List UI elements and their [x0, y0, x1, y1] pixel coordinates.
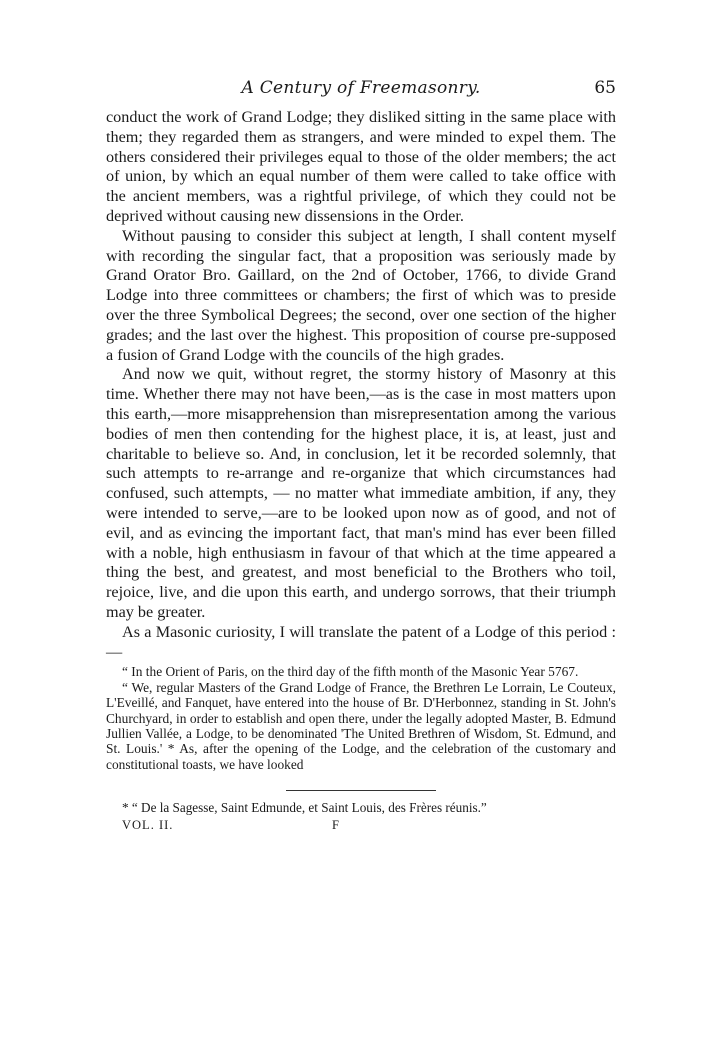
quote-paragraph: “ In the Orient of Paris, on the third day of the fifth month of the Masonic Year 5767. — [122, 664, 579, 680]
paragraph: Without pausing to consider this subject at length, I shall content myself with recording the singular fact, that a proposition was seriously made by Grand Orator Bro. Gaillard, on the 2nd of October, 1766, to divide Grand Lodge into three committees or chambers; the first of which was to preside over the three Symbolical Degrees; the second, over one section of the higher grades; and the last over the highest. This proposition of course pre-supposed a fusion of Grand Lodge with the councils of the high grades. — [106, 226, 616, 364]
volume-mark: VOL. II. — [122, 818, 174, 833]
paragraph: As a Masonic curiosity, I will translate the patent of a Lodge of this period :— — [106, 622, 616, 661]
sheet-signature: F — [332, 818, 339, 833]
page-number: 65 — [594, 78, 616, 98]
paragraph-continued: conduct the work of Grand Lodge; they disliked sitting in the same place with them; they regarded them as strangers, and were minded to expel them. The others considered their privileges equal to those of the older members; the act of union, by which an equal number of them were called to take office with the ancient members, was a rightful privilege, of which they could not be deprived without causing new dissensions in the Order. — [106, 108, 616, 225]
running-head — [106, 78, 616, 108]
quote-paragraph: “ We, regular Masters of the Grand Lodge of France, the Brethren Le Lorrain, Le Couteux, L'Eveillé, and Fanquet, have entered into the house of Br. D'Herbonnez, standing in St. John's Churchyard, in order to establish and open there, under the legally adopted Master, B. Edmund Jullien Vallée, a Lodge, to be denominated 'The United Brethren of Wisdom, St. Edmund, and St. Louis.' * As, after the opening of the Lodge, and the celebration of the customary and constitutional toasts, we have looked — [106, 679, 616, 772]
patent-quotation — [106, 664, 616, 772]
running-title: A Century of Freemasonry. — [241, 78, 481, 98]
book-page — [106, 78, 616, 836]
body-text — [106, 108, 616, 662]
signature-line — [106, 818, 616, 836]
footnote: * “ De la Sagesse, Saint Edmunde, et Saint Louis, des Frères réunis.” — [122, 800, 487, 816]
paragraph: And now we quit, without regret, the stormy history of Masonry at this time. Whether there may not have been,—as is the case in most matters upon this earth,—more misapprehension than misrepresentation among the various bodies of men then contending for the highest place, it is, at least, just and charitable to believe so. And, in conclusion, let it be recorded solemnly, that such attempts to re-arrange and re-organize that which circumstances had confused, such attempts, — no matter what immediate ambition, if any, they were intended to serve,—are to be looked upon now as of good, and not of evil, and as evincing the important fact, that man's mind has ever been filled with a noble, high enthusiasm in favour of that which at the time appeared a thing the best, and greatest, and most beneficial to the Brothers who toil, rejoice, live, and die upon this earth, and undergo sorrows, that their triumph may be greater. — [106, 365, 616, 621]
footnote-divider — [286, 790, 436, 791]
